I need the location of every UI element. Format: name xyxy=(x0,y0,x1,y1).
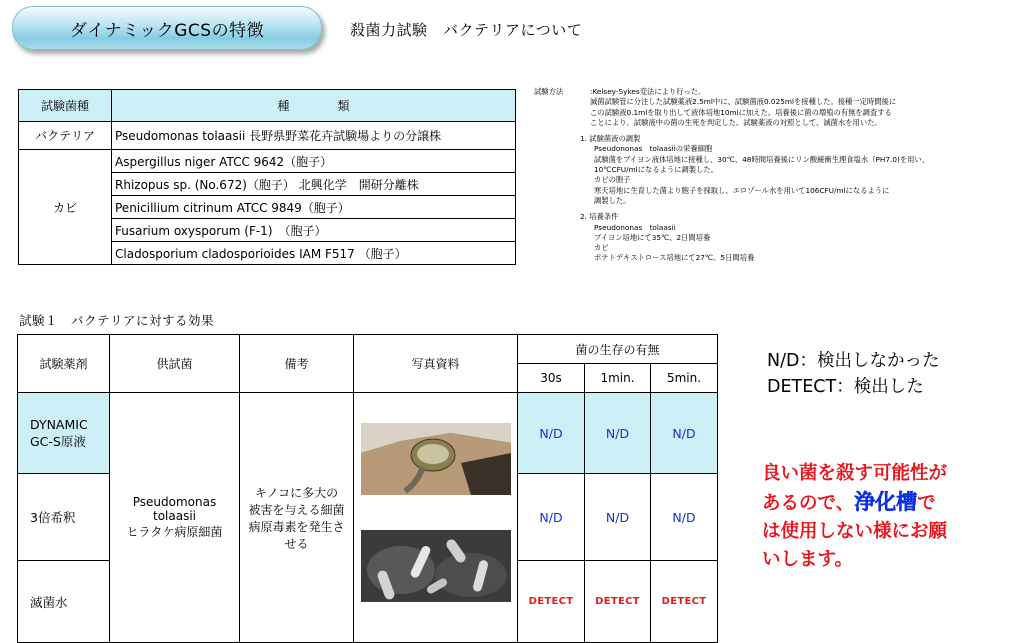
warning-note: 良い菌を殺す可能性が あるので、浄化槽で は使用しない様にお願 いします。 xyxy=(762,463,948,570)
method-line: Pseudononas tolaasii xyxy=(594,222,676,232)
bacteria-micrograph xyxy=(361,513,511,619)
table-row xyxy=(18,393,718,474)
fungi-item: Fusarium oxysporum (F-1) （胞子） xyxy=(112,219,516,242)
header-survival: 菌の生存の有無 xyxy=(518,335,718,364)
header-time-5min: 5min. xyxy=(651,364,718,393)
method-line: ことにより、試験液中の菌の生死を判定した。試験薬液の対照として、滅菌水を用いた。 xyxy=(590,117,882,127)
notes-cell: キノコに多大の 被害を与える細菌 病原毒素を発生さ せる xyxy=(240,393,354,643)
header-notes: 備考 xyxy=(240,335,354,393)
legend-detect: DETECT：検出した xyxy=(767,377,924,397)
page-title: ダイナミックGCSの特徴 xyxy=(69,20,265,41)
result-cell: DETECT xyxy=(585,561,651,643)
method-line: :Kelsey-Sykes変法により行った。 xyxy=(590,87,706,96)
organism-table xyxy=(18,89,516,265)
table-header-row xyxy=(18,335,718,364)
bacteria-label: バクテリア xyxy=(19,122,112,150)
result-cell: DETECT xyxy=(518,561,585,643)
result-cell: N/D xyxy=(651,393,718,474)
method-line: ポテトデキストロース培地にて27℃、5日間培養 xyxy=(594,253,755,263)
method-line: カビ xyxy=(594,243,609,253)
header-kind: 種 類 xyxy=(112,90,516,122)
header-time-30s: 30s xyxy=(518,364,585,393)
table-row xyxy=(19,122,516,150)
header-reagent: 試験薬剤 xyxy=(18,335,110,393)
method-line: 調製した。 xyxy=(594,195,631,205)
page-subtitle: 殺菌力試験 バクテリアについて xyxy=(350,21,583,39)
organism-cell: Pseudomonas tolaasii ヒラタケ病原細菌 xyxy=(110,393,240,643)
mushroom-photo xyxy=(361,417,511,501)
method-line: Pseudononas tolaasiiの栄養細胞 xyxy=(594,144,713,154)
header-category: 試験菌種 xyxy=(19,90,112,122)
method-line: 試験菌をブイヨン液体培地に接種し、30℃、48時間培養後にリン酸緩衝生理食塩水（PH7.0)を用い、 xyxy=(594,154,930,164)
reagent-cell: 3倍希釈 xyxy=(18,474,110,561)
fungi-item: Penicillium citrinum ATCC 9849（胞子） xyxy=(112,196,516,219)
table-row xyxy=(19,150,516,173)
fungi-item: Aspergillus niger ATCC 9642（胞子） xyxy=(112,150,516,173)
section-title: 1. 試験菌液の調製 xyxy=(580,134,641,144)
fungi-item: Cladosporium cladosporioides IAM F517 （胞子） xyxy=(112,242,516,265)
result-cell: DETECT xyxy=(651,561,718,643)
fungi-item: Rhizopus sp. (No.672)（胞子） 北興化学 開研分離株 xyxy=(112,173,516,196)
legend-nd: N/D：検出しなかった xyxy=(767,351,940,371)
header-organism: 供試菌 xyxy=(110,335,240,393)
method-line: 滅菌試験管に分注した試験薬液2.5ml中に、試験菌液0.025mlを接種した。接種一定時間後に xyxy=(590,97,897,107)
experiment-heading: 試験１ バクテリアに対する効果 xyxy=(19,313,215,328)
header-time-1min: 1min. xyxy=(585,364,651,393)
result-cell: N/D xyxy=(651,474,718,561)
method-line: 寒天培地に生育した菌より胞子を採取し、エロゾール水を用いて106CFU/mlになるように xyxy=(594,185,890,195)
method-line: この試験液0.1mlを取り出して液体培地10mlに加えた。培養後に菌の増殖の有無を調査する xyxy=(590,107,892,117)
result-cell: N/D xyxy=(518,393,585,474)
method-line: ブイヨン培地にて35℃、2日間培養 xyxy=(594,232,711,242)
result-cell: N/D xyxy=(518,474,585,561)
test-method xyxy=(534,87,1004,264)
result-legend xyxy=(767,348,939,400)
result-cell: N/D xyxy=(585,474,651,561)
reagent-cell: DYNAMIC GC-S原液 xyxy=(18,393,110,474)
method-line: カビの胞子 xyxy=(594,175,631,185)
title-pill xyxy=(12,6,322,50)
septic-tank-emphasis: 浄化槽 xyxy=(854,490,918,514)
fungi-label: カビ xyxy=(19,150,112,265)
header-photo: 写真資料 xyxy=(354,335,518,393)
reagent-cell: 滅菌水 xyxy=(18,561,110,643)
results-table xyxy=(17,334,718,643)
section-title: 2. 培養条件 xyxy=(580,212,619,222)
method-label: 試験方法 xyxy=(534,87,564,96)
method-line: 10℃CFU/mlになるように調製した。 xyxy=(594,165,718,175)
bacteria-item: Pseudomonas tolaasii 長野県野菜花卉試験場よりの分譲株 xyxy=(112,122,516,150)
table-header-row xyxy=(19,90,516,122)
result-cell: N/D xyxy=(585,393,651,474)
photo-cell xyxy=(354,393,518,643)
